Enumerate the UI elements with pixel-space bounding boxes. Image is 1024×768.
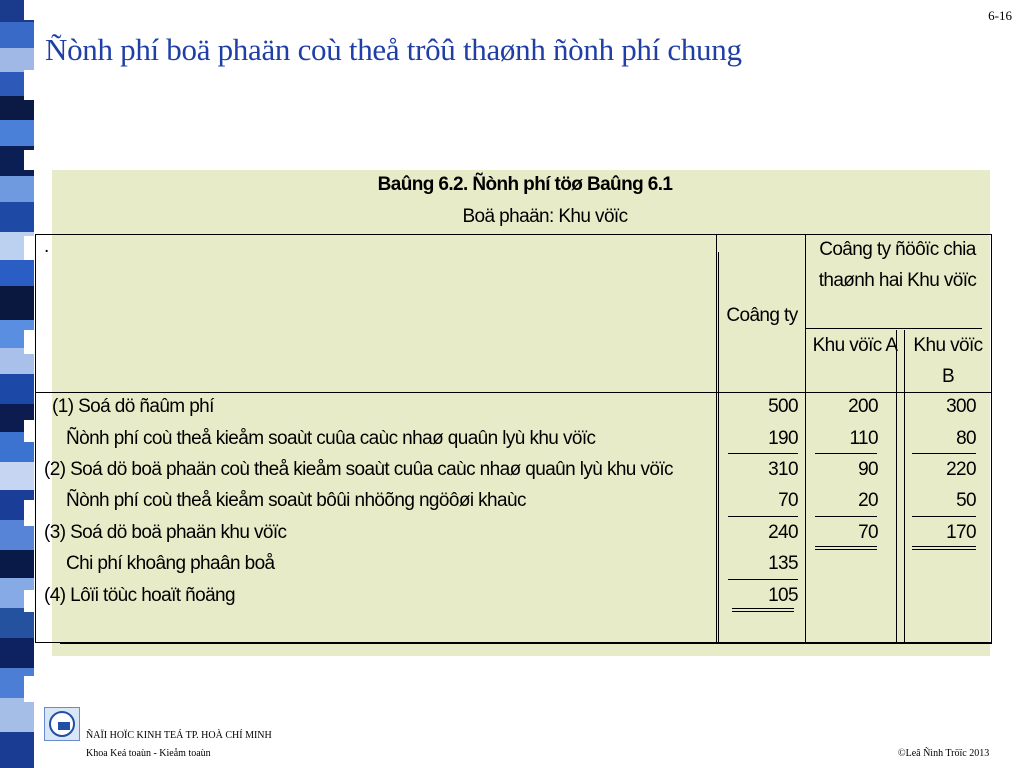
value-company: 240 [768,522,798,543]
university-logo [44,707,80,741]
footer-copyright: ©Leâ Ñình Tröïc 2013 [898,748,990,759]
value-region-a: 20 [858,490,878,511]
value-region-a: 200 [848,396,878,417]
subtotal-underline [815,453,877,454]
subtotal-underline [728,516,798,517]
col-b-header: Khu vöïc B [913,335,983,387]
value-company: 105 [768,585,798,606]
row-label: Ñònh phí coù theå kieåm soaùt cuûa caùc nhaø quaûn lyù khu vöïc [66,428,596,449]
row-label: (4) Lôïi töùc hoaït ñoäng [44,585,235,606]
col-split-header: Coâng ty ñöôïc chia thaønh hai Khu vöïc [818,239,977,291]
row-label: (1) Soá dö ñaûm phí [52,396,214,417]
total-double-underline [912,546,976,550]
col-divider-company [716,234,717,643]
subtotal-underline [728,453,798,454]
footer-org: ÑAÏI HOÏC KINH TEÁ TP. HOÀ CHÍ MINH [86,730,272,741]
value-company: 135 [768,553,798,574]
col-company-header: Coâng ty [726,305,798,326]
value-region-a: 90 [858,459,878,480]
decorative-strip [0,0,34,768]
value-region-a: 70 [858,522,878,543]
col-a-header: Khu vöïc A [812,335,898,356]
subtotal-underline [728,579,798,580]
value-company: 500 [768,396,798,417]
row-label: Chi phí khoâng phaân boå [66,553,275,574]
page-number: 6-16 [988,8,1012,23]
row-label: (2) Soá dö boä phaän coù theå kieåm soaùt cuûa caùc nhaø quaûn lyù khu vöïc [44,459,673,480]
footer-dept: Khoa Keá toaùn - Kieåm toaùn [86,748,211,759]
value-company: 70 [778,490,798,511]
panel-bottom-rule [60,643,992,644]
slide-title: Ñònh phí boä phaän coù theå trôû thaønh ñònh phí chung [45,32,742,67]
table-caption: Baûng 6.2. Ñònh phí töø Baûng 6.1 [377,174,673,195]
col-divider-b [896,330,897,643]
row-label: Ñònh phí coù theå kieåm soaùt bôûi nhöõng ngöôøi khaùc [66,490,526,511]
value-region-b: 220 [946,459,976,480]
col-divider-a [805,234,806,643]
row-label: (3) Soá dö boä phaän khu vöïc [44,522,287,543]
corner-mark: . [44,236,49,257]
value-region-b: 300 [946,396,976,417]
value-region-b: 170 [946,522,976,543]
value-region-b: 80 [956,428,976,449]
value-company: 310 [768,459,798,480]
table-subcaption: Boä phaän: Khu vöïc [462,206,628,227]
total-double-underline [732,608,794,612]
header-bottom-rule [35,392,992,393]
col-divider-b-inner [904,330,905,643]
value-region-a: 110 [849,428,878,449]
col-divider-company-inner [718,252,719,643]
subtotal-underline [815,516,877,517]
subtotal-underline [912,453,976,454]
split-header-rule [806,328,982,329]
subtotal-underline [912,516,976,517]
total-double-underline [815,546,877,550]
value-company: 190 [768,428,798,449]
value-region-b: 50 [956,490,976,511]
